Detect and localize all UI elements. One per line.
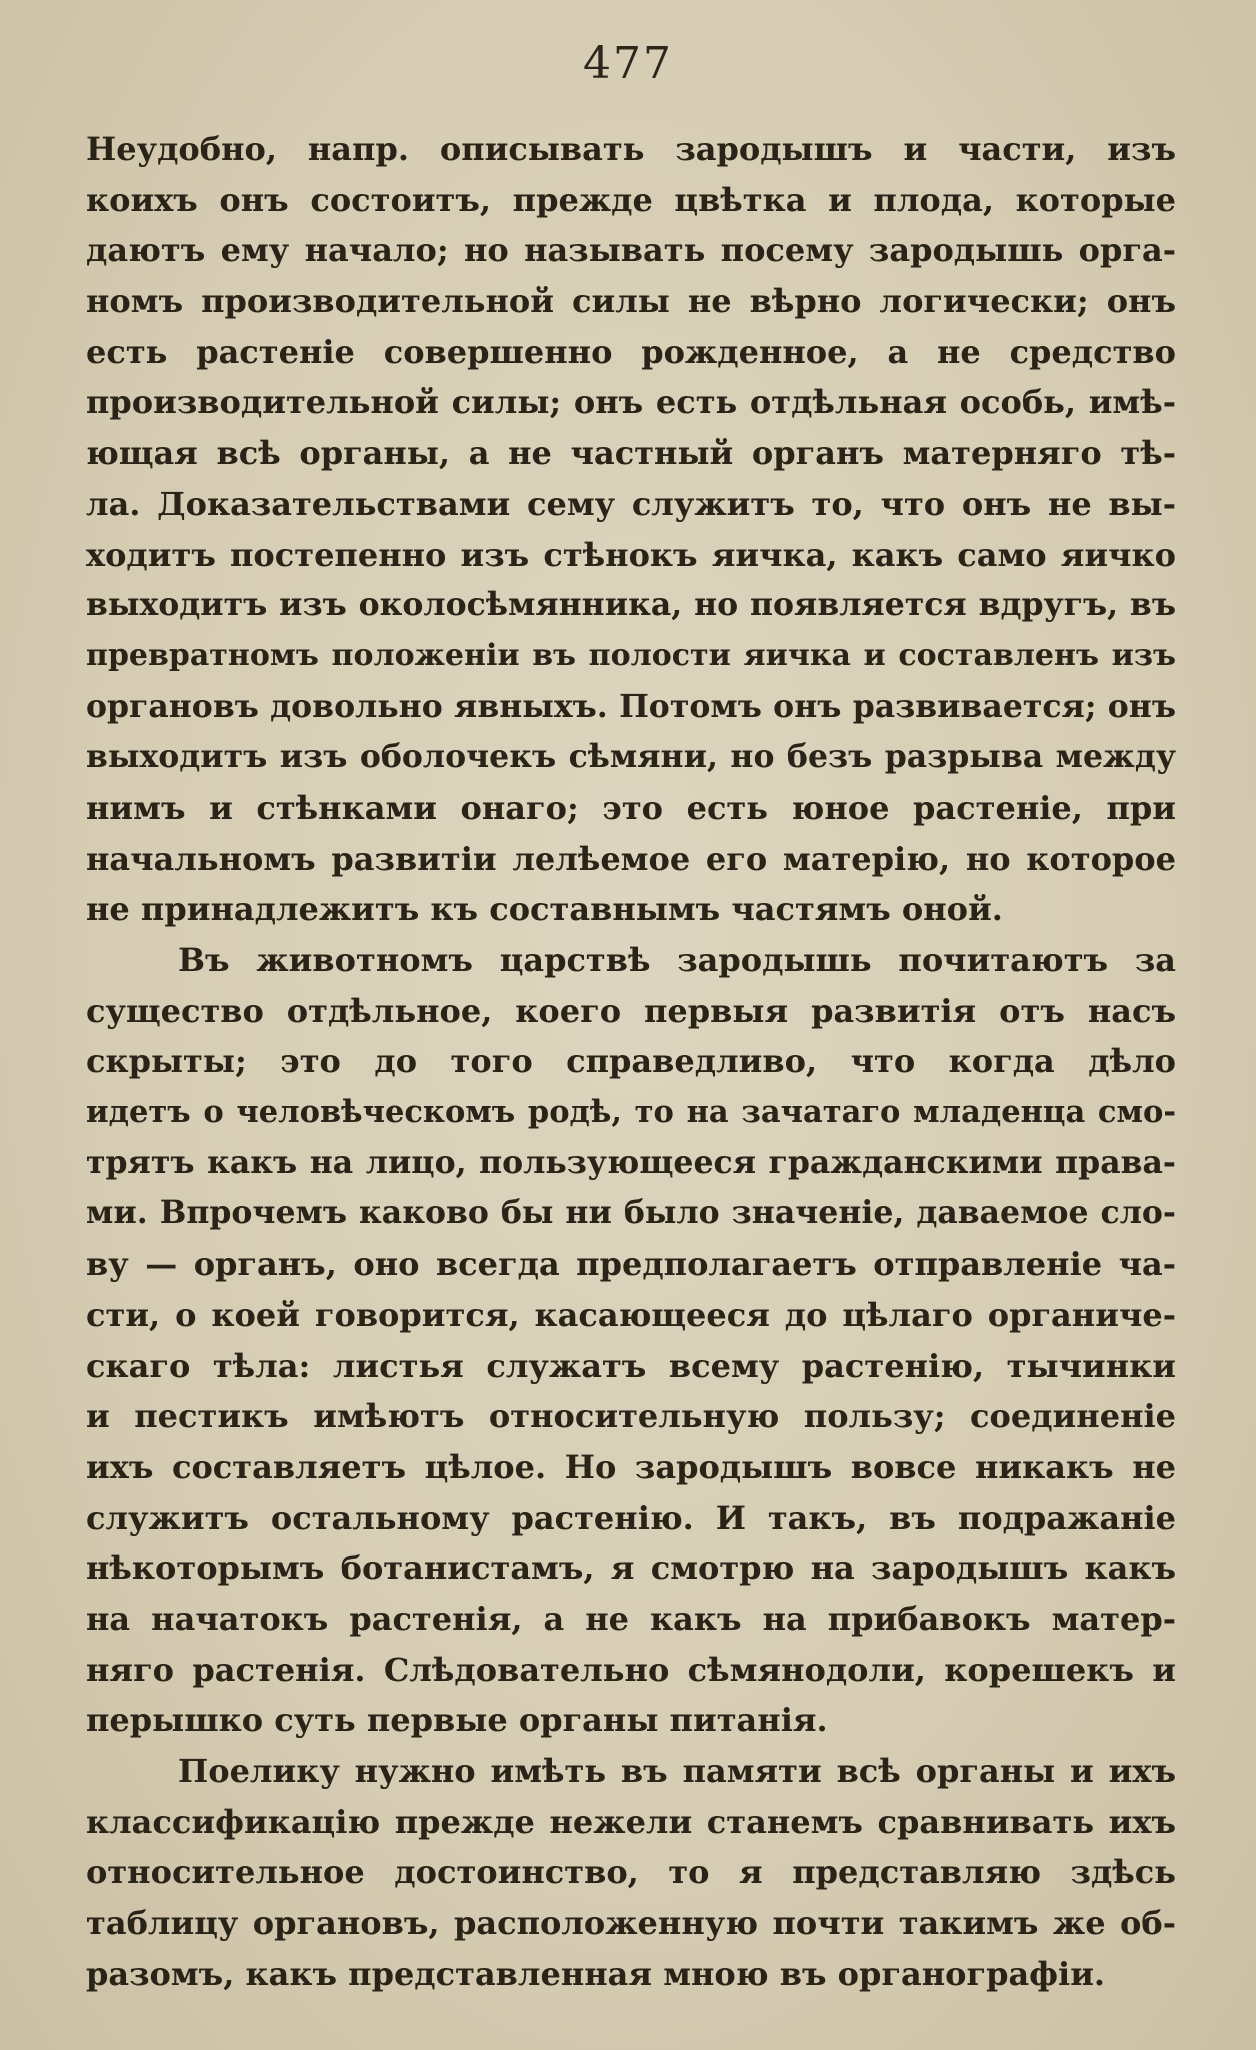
- text-line: и пестикъ имѣютъ относительную пользу; соединеніе: [86, 1397, 1176, 1436]
- page-number: 477: [583, 38, 673, 89]
- text-line: идетъ о человѣческомъ родѣ, то на зачатаго младенца смо-: [86, 1094, 1176, 1131]
- paragraph-2: [86, 935, 1176, 1746]
- text-line: даютъ ему начало; но называть посему зародышь орга-: [86, 231, 1176, 270]
- text-line: скаго тѣла: листья служатъ всему растенію, тычинки: [86, 1346, 1176, 1385]
- text-line: превратномъ положеніи въ полости яичка и составленъ изъ: [86, 637, 1176, 673]
- text-line: нимъ и стѣнками онаго; это есть юное растеніе, при: [86, 788, 1176, 827]
- text-line: ходитъ постепенно изъ стѣнокъ яичка, какъ само яичко: [86, 535, 1176, 574]
- text-line: трятъ какъ на лицо, пользующееся гражданскими права-: [86, 1143, 1176, 1181]
- text-line: классификацію прежде нежели станемъ сравнивать ихъ: [86, 1802, 1176, 1841]
- body-text: [86, 124, 1176, 1999]
- text-line: скрыты; это до того справедливо, что когда дѣло: [86, 1042, 1176, 1081]
- text-line: существо отдѣльное, коего первыя развитія отъ насъ: [86, 991, 1176, 1030]
- text-line: сти, о коей говорится, касающееся до цѣлаго органиче-: [86, 1295, 1176, 1334]
- text-line: служитъ остальному растенію. И такъ, въ подражаніе: [86, 1498, 1176, 1537]
- text-line: производительной силы; онъ есть отдѣльная особь, имѣ-: [86, 383, 1176, 422]
- text-line: Поелику нужно имѣть въ памяти всѣ органы и ихъ: [178, 1752, 1176, 1790]
- text-line: относительное достоинство, то я представляю здѣсь: [86, 1853, 1176, 1892]
- text-line: не принадлежитъ къ составнымъ частямъ оной.: [86, 890, 1003, 929]
- text-line: органовъ довольно явныхъ. Потомъ онъ развивается; онъ: [86, 687, 1176, 725]
- text-line: ми. Впрочемъ каково бы ни было значеніе, даваемое сло-: [86, 1194, 1176, 1232]
- paragraph-3: [86, 1746, 1176, 1999]
- text-line: выходитъ изъ околосѣмянника, но появляется вдругъ, въ: [86, 586, 1176, 624]
- text-line: выходитъ изъ оболочекъ сѣмяни, но безъ разрыва между: [86, 738, 1176, 776]
- text-line: Неудобно, напр. описывать зародышъ и части, изъ: [86, 130, 1176, 168]
- text-line: нѣкоторымъ ботанистамъ, я смотрю на зародышъ какъ: [86, 1549, 1176, 1588]
- text-line: ву — органъ, оно всегда предполагаетъ отправленіе ча-: [86, 1245, 1176, 1284]
- text-line: перышко суть первые органы питанія.: [86, 1701, 828, 1740]
- text-line: коихъ онъ состоитъ, прежде цвѣтка и плода, которые: [86, 180, 1176, 219]
- text-line: на начатокъ растенія, а не какъ на прибавокъ матер-: [86, 1599, 1176, 1638]
- text-line: ющая всѣ органы, а не частный органъ матерняго тѣ-: [86, 434, 1176, 473]
- text-line: ихъ составляетъ цѣлое. Но зародышъ вовсе никакъ не: [86, 1447, 1176, 1486]
- text-line: есть растеніе совершенно рожденное, а не средство: [86, 332, 1176, 371]
- text-line: начальномъ развитіи лелѣемое его матерію, но которое: [86, 839, 1176, 878]
- text-line: номъ производительной силы не вѣрно логически; онъ: [86, 282, 1176, 321]
- text-line: няго растенія. Слѣдовательно сѣмянодоли, корешекъ и: [86, 1650, 1176, 1689]
- text-line: Въ животномъ царствѣ зародышь почитаютъ за: [178, 941, 1176, 979]
- text-line: таблицу органовъ, расположенную почти такимъ же об-: [86, 1904, 1176, 1943]
- paragraph-1: [86, 124, 1176, 935]
- text-line: ла. Доказательствами сему служитъ то, что онъ не вы-: [86, 484, 1176, 523]
- text-line: разомъ, какъ представленная мною въ органографіи.: [86, 1954, 1106, 1993]
